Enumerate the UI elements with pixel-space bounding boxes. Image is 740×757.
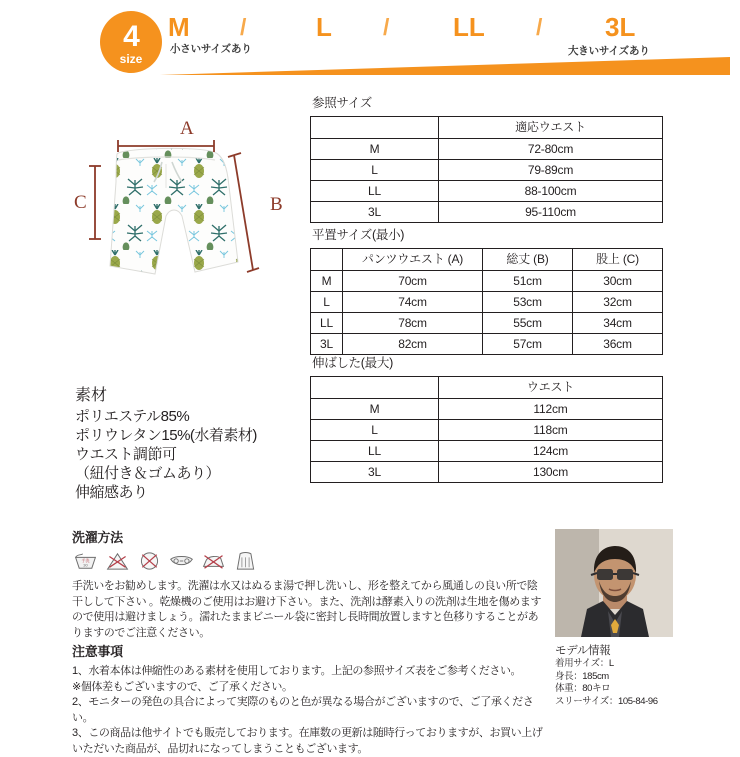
dimension-label-a: A [180, 118, 194, 139]
material-line-3: ウエスト調節可 [75, 446, 177, 463]
table-row [311, 462, 663, 483]
table-row [311, 160, 663, 181]
size-count-badge [100, 11, 162, 73]
cell-waist: 118cm [439, 420, 663, 441]
model-photo [555, 529, 673, 637]
cell-total-length: 55cm [483, 313, 573, 334]
no-tumble-dry-icon [136, 550, 163, 572]
cell-size: L [311, 160, 439, 181]
cell-rise: 30cm [573, 271, 663, 292]
cell-pants-waist: 70cm [343, 271, 483, 292]
material-line-4: （紐付き＆ゴムあり） [75, 465, 221, 482]
notes-line-2: ※個体差もございますので、ご了承ください。 [72, 680, 293, 693]
header-rise: 股上 (C) [573, 249, 663, 271]
size-label-l: L [316, 12, 332, 42]
table-block-stretched [310, 353, 663, 483]
header-waist: 適応ウエスト [439, 117, 663, 139]
header-blank [311, 377, 439, 399]
cell-size: LL [311, 313, 343, 334]
size-separator-3: / [536, 14, 543, 40]
model-wear-size: 着用サイズ：L [555, 658, 614, 669]
model-heading: モデル情報 [555, 645, 611, 657]
table-header-row [311, 377, 663, 399]
header-total-length: 総丈 (B) [483, 249, 573, 271]
header-blank [311, 249, 343, 271]
notes-line-1: 1、水着本体は伸縮性のある素材を使用しております。上記の参照サイズ表をご参考ください。 [72, 665, 522, 677]
table-title-reference: 参照サイズ [312, 96, 373, 110]
wash-icon-row [72, 550, 542, 572]
cell-pants-waist: 78cm [343, 313, 483, 334]
table-row [311, 441, 663, 462]
table-row [311, 271, 663, 292]
table-header-row [311, 249, 663, 271]
header-pants-waist: パンツウエスト (A) [343, 249, 483, 271]
table-row [311, 420, 663, 441]
table-row [311, 399, 663, 420]
shorts-illustration [62, 112, 312, 347]
cell-waist: 112cm [439, 399, 663, 420]
size-label-m: M [168, 12, 190, 42]
cell-waist: 130cm [439, 462, 663, 483]
cell-waist: 95-110cm [439, 202, 663, 223]
cell-pants-waist: 82cm [343, 334, 483, 355]
cell-pants-waist: 74cm [343, 292, 483, 313]
cell-rise: 36cm [573, 334, 663, 355]
badge-label: size [119, 51, 143, 66]
header-wedge-bar [160, 57, 730, 75]
table-title-stretched: 伸ばした(最大) [312, 356, 393, 370]
no-bleach-icon [104, 550, 131, 572]
svg-text:30: 30 [83, 562, 88, 568]
dimension-label-c: C [74, 192, 87, 213]
cell-rise: 32cm [573, 292, 663, 313]
notes-line-3: 2、モニターの発色の具合によって実際のものと色が異なる場合がございますので、ご了承ください。 [72, 696, 534, 724]
dimension-label-b: B [270, 194, 283, 215]
hand-wash-icon [72, 550, 99, 572]
cell-size: M [311, 139, 439, 160]
cell-size: L [311, 292, 343, 313]
flat-size-table [310, 248, 663, 355]
wring-icon [168, 550, 195, 572]
badge-number: 4 [123, 19, 139, 53]
cell-size: LL [311, 181, 439, 202]
size-label-ll: LL [453, 12, 485, 42]
material-line-1: ポリエステル85% [75, 408, 190, 425]
table-row [311, 202, 663, 223]
wash-heading: 洗濯方法 [72, 530, 123, 545]
table-block-reference [310, 93, 663, 223]
model-weight: 体重：80キロ [555, 683, 611, 694]
cell-size: M [311, 399, 439, 420]
shade-dry-icon [232, 550, 259, 572]
table-row [311, 313, 663, 334]
product-image-panel [62, 112, 312, 347]
reference-size-table [310, 116, 663, 223]
cell-total-length: 51cm [483, 271, 573, 292]
table-header-row [311, 117, 663, 139]
header-banner [0, 0, 740, 84]
material-line-5: 伸縮感あり [75, 484, 148, 501]
small-size-note: 小さいサイズあり [170, 43, 252, 55]
cell-size: LL [311, 441, 439, 462]
cell-waist: 79-89cm [439, 160, 663, 181]
stretched-size-table [310, 376, 663, 483]
cell-total-length: 53cm [483, 292, 573, 313]
large-size-note: 大きいサイズあり [568, 45, 650, 57]
table-row [311, 139, 663, 160]
model-info-section [555, 529, 673, 708]
material-heading: 素材 [75, 387, 108, 404]
cell-waist: 72-80cm [439, 139, 663, 160]
size-separator-1: / [240, 14, 247, 40]
table-row [311, 334, 663, 355]
table-row [311, 181, 663, 202]
cell-size: 3L [311, 202, 439, 223]
material-section [75, 382, 315, 502]
header-blank [311, 117, 439, 139]
cell-size: 3L [311, 334, 343, 355]
cell-waist: 88-100cm [439, 181, 663, 202]
table-row [311, 292, 663, 313]
wash-instructions-text: 手洗いをお勧めします。洗濯は水又はぬるま湯で押し洗いし、形を整えてから風通しの良い所で陰干しして下さい 。乾燥機のご使用はお避け下さい。また、洗剤は酵素入りの洗剤は生地を傷めますので使用は避けましょう。濡れたままビニール袋に密封し長時間放置しますと色移りすることがありますのでご注意ください。 [72, 580, 542, 639]
cell-size: L [311, 420, 439, 441]
cell-rise: 34cm [573, 313, 663, 334]
material-line-2: ポリウレタン15%(水着素材) [75, 427, 257, 444]
table-block-flat [310, 225, 663, 355]
cell-total-length: 57cm [483, 334, 573, 355]
model-three-size: スリーサイズ：105-84-96 [555, 695, 658, 707]
model-height: 身長：185cm [555, 670, 609, 682]
cell-size: 3L [311, 462, 439, 483]
wash-section [72, 527, 542, 641]
svg-text:手洗: 手洗 [81, 557, 90, 563]
size-label-3l: 3L [605, 12, 636, 42]
size-separator-2: / [383, 14, 390, 40]
dimension-marker-c [89, 166, 101, 239]
no-iron-icon [200, 550, 227, 572]
cell-waist: 124cm [439, 441, 663, 462]
header-waist: ウエスト [439, 377, 663, 399]
cell-size: M [311, 271, 343, 292]
notes-heading: 注意事項 [72, 644, 123, 659]
notes-line-4: 3、この商品は他サイトでも販売しております。在庫数の更新は随時行っておりますが、お買い上げいただいた商品が、品切れになってしまうこともございます。 [72, 727, 543, 755]
table-title-flat: 平置サイズ(最小) [312, 228, 405, 242]
